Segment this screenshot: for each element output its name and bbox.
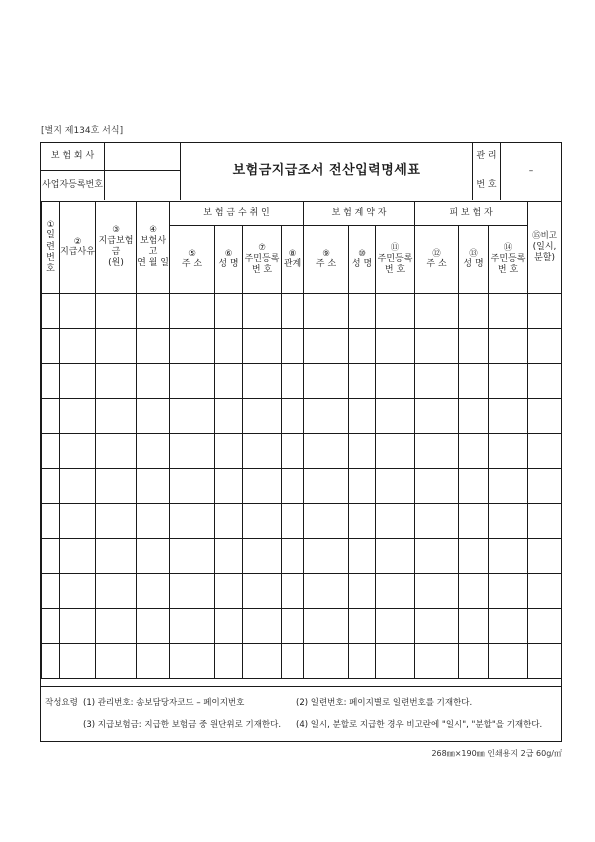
instructions-heading: 작성요령: [45, 698, 78, 708]
table-cell[interactable]: [243, 434, 282, 469]
table-cell[interactable]: [170, 294, 215, 329]
instructions: [41, 686, 561, 742]
note-1: (1) 관리번호: 송보담당자코드 – 페이지번호: [83, 698, 245, 708]
form-title: 보험금지급조서 전산입력명세표: [181, 143, 473, 200]
table-cell[interactable]: [415, 399, 459, 434]
table-cell[interactable]: [137, 399, 170, 434]
table-cell[interactable]: [459, 609, 489, 644]
table-cell[interactable]: [243, 539, 282, 574]
table-cell[interactable]: [282, 329, 304, 364]
table-cell[interactable]: [304, 294, 349, 329]
table-cell[interactable]: [528, 364, 562, 399]
table-cell[interactable]: [215, 644, 243, 679]
table-cell[interactable]: [42, 504, 60, 539]
table-cell[interactable]: [243, 329, 282, 364]
table-cell[interactable]: [459, 469, 489, 504]
table-cell[interactable]: [243, 644, 282, 679]
table-row: [42, 469, 562, 504]
table-cell[interactable]: [376, 504, 415, 539]
table-cell[interactable]: [489, 294, 528, 329]
insurer-label: 보 험 회 사: [41, 143, 105, 171]
table-cell[interactable]: [489, 644, 528, 679]
table-cell[interactable]: [170, 434, 215, 469]
table-cell[interactable]: [243, 364, 282, 399]
mgmt-label-top: 관 리: [476, 151, 497, 162]
table-cell[interactable]: [243, 294, 282, 329]
group-contractor: 보 험 계 약 자: [304, 202, 415, 226]
col-recipient-address: ⑤ 주 소: [170, 226, 215, 294]
col-recipient-id: ⑦ 주민등록 번 호: [243, 226, 282, 294]
biz-reg-field[interactable]: [105, 171, 181, 200]
table-cell[interactable]: [42, 329, 60, 364]
table-cell[interactable]: [96, 574, 137, 609]
table-cell[interactable]: [528, 469, 562, 504]
table-cell[interactable]: [282, 644, 304, 679]
table-cell[interactable]: [528, 574, 562, 609]
table-cell[interactable]: [96, 399, 137, 434]
insurer-field[interactable]: [105, 143, 181, 171]
table-cell[interactable]: [282, 434, 304, 469]
table-cell[interactable]: [459, 294, 489, 329]
table-cell[interactable]: [528, 539, 562, 574]
table-cell[interactable]: [415, 434, 459, 469]
table-cell[interactable]: [415, 609, 459, 644]
table-cell[interactable]: [137, 364, 170, 399]
note-4: (4) 일시, 분할로 지급한 경우 비고란에 "일시", "분할"을 기재한다.: [296, 720, 543, 730]
table-cell[interactable]: [304, 399, 349, 434]
table-cell[interactable]: [528, 329, 562, 364]
table-cell[interactable]: [415, 574, 459, 609]
table-cell[interactable]: [60, 294, 96, 329]
form-number-label: [별지 제134호 서식]: [41, 126, 124, 136]
table-row: [42, 539, 562, 574]
table-cell[interactable]: [376, 434, 415, 469]
table-cell[interactable]: [415, 504, 459, 539]
col-contractor-address: ⑨ 주 소: [304, 226, 349, 294]
table-cell[interactable]: [489, 574, 528, 609]
table-cell[interactable]: [96, 329, 137, 364]
group-insured: 피 보 험 자: [415, 202, 528, 226]
table-cell[interactable]: [282, 294, 304, 329]
table-cell[interactable]: [349, 504, 376, 539]
table-cell[interactable]: [137, 434, 170, 469]
table-cell[interactable]: [376, 469, 415, 504]
table-cell[interactable]: [215, 364, 243, 399]
mgmt-label-bottom: 번 호: [476, 179, 497, 190]
col-serial: ① 일련 번호: [42, 202, 60, 294]
table-cell[interactable]: [170, 539, 215, 574]
table-cell[interactable]: [489, 399, 528, 434]
paper-spec-footer: 268㎜×190㎜ 인쇄용지 2급 60g/㎡: [431, 749, 562, 758]
table-cell[interactable]: [170, 504, 215, 539]
table-row: [42, 609, 562, 644]
table-cell[interactable]: [60, 364, 96, 399]
table-cell[interactable]: [282, 539, 304, 574]
table-cell[interactable]: [415, 364, 459, 399]
table-cell[interactable]: [459, 504, 489, 539]
table-cell[interactable]: [60, 539, 96, 574]
table-cell[interactable]: [376, 364, 415, 399]
table-cell[interactable]: [528, 609, 562, 644]
table-cell[interactable]: [215, 469, 243, 504]
table-cell[interactable]: [415, 644, 459, 679]
table-cell[interactable]: [528, 434, 562, 469]
table-cell[interactable]: [415, 329, 459, 364]
table-cell[interactable]: [304, 329, 349, 364]
table-cell[interactable]: [42, 644, 60, 679]
table-cell[interactable]: [304, 364, 349, 399]
table-cell[interactable]: [96, 504, 137, 539]
table-cell[interactable]: [415, 539, 459, 574]
table-cell[interactable]: [215, 329, 243, 364]
table-cell[interactable]: [243, 574, 282, 609]
table-cell[interactable]: [215, 434, 243, 469]
table-row: [42, 504, 562, 539]
table-cell[interactable]: [376, 644, 415, 679]
table-cell[interactable]: [60, 504, 96, 539]
table-cell[interactable]: [304, 469, 349, 504]
table-cell[interactable]: [215, 574, 243, 609]
table-row: [42, 329, 562, 364]
table-cell[interactable]: [137, 574, 170, 609]
table-cell[interactable]: [60, 399, 96, 434]
table-cell[interactable]: [42, 399, 60, 434]
table-cell[interactable]: [459, 574, 489, 609]
table-cell[interactable]: [96, 609, 137, 644]
table-cell[interactable]: [137, 539, 170, 574]
table-cell[interactable]: [459, 399, 489, 434]
table-cell[interactable]: [415, 294, 459, 329]
table-row: [42, 574, 562, 609]
table-cell[interactable]: [170, 469, 215, 504]
data-table: [41, 201, 562, 679]
table-cell[interactable]: [528, 504, 562, 539]
table-row: [42, 399, 562, 434]
table-cell[interactable]: [376, 294, 415, 329]
table-cell[interactable]: [96, 434, 137, 469]
table-cell[interactable]: [170, 399, 215, 434]
table-cell[interactable]: [304, 539, 349, 574]
table-body: [42, 294, 562, 679]
table-cell[interactable]: [170, 329, 215, 364]
table-cell[interactable]: [60, 329, 96, 364]
table-cell[interactable]: [96, 644, 137, 679]
table-cell[interactable]: [489, 329, 528, 364]
table-cell[interactable]: [137, 469, 170, 504]
table-cell[interactable]: [376, 329, 415, 364]
table-cell[interactable]: [489, 539, 528, 574]
table-cell[interactable]: [282, 574, 304, 609]
col-insured-address: ⑫ 주 소: [415, 226, 459, 294]
table-cell[interactable]: [489, 609, 528, 644]
table-cell[interactable]: [60, 469, 96, 504]
table-cell[interactable]: [459, 644, 489, 679]
col-remark: ⑮비고 (일시, 분할): [528, 202, 562, 294]
form-header: [41, 143, 561, 202]
group-recipient: 보 험 금 수 취 인: [170, 202, 304, 226]
mgmt-number-label: [473, 143, 501, 200]
table-cell[interactable]: [489, 469, 528, 504]
table-cell[interactable]: [282, 399, 304, 434]
table-cell[interactable]: [349, 434, 376, 469]
table-cell[interactable]: [282, 364, 304, 399]
table-cell[interactable]: [349, 574, 376, 609]
table-cell[interactable]: [349, 399, 376, 434]
table-cell[interactable]: [215, 609, 243, 644]
table-cell[interactable]: [459, 434, 489, 469]
table-cell[interactable]: [60, 434, 96, 469]
table-row: [42, 294, 562, 329]
table-cell[interactable]: [215, 399, 243, 434]
note-2: (2) 일련번호: 페이지별로 일련번호를 기재한다.: [296, 698, 473, 708]
table-cell[interactable]: [376, 574, 415, 609]
table-cell[interactable]: [96, 539, 137, 574]
table-cell[interactable]: [42, 434, 60, 469]
col-recipient-relation: ⑧ 관계: [282, 226, 304, 294]
mgmt-number-value[interactable]: –: [528, 165, 534, 176]
table-cell[interactable]: [349, 329, 376, 364]
col-contractor-id: ⑪ 주민등록 번 호: [376, 226, 415, 294]
col-recipient-name: ⑥ 성 명: [215, 226, 243, 294]
table-cell[interactable]: [96, 364, 137, 399]
table-cell[interactable]: [42, 539, 60, 574]
col-reason: ② 지급사유: [60, 202, 96, 294]
table-cell[interactable]: [60, 574, 96, 609]
col-accident-date: ④ 보험사고 연 월 일: [137, 202, 170, 294]
table-cell[interactable]: [215, 539, 243, 574]
table-cell[interactable]: [528, 294, 562, 329]
table-cell[interactable]: [489, 504, 528, 539]
table-cell[interactable]: [282, 609, 304, 644]
table-cell[interactable]: [376, 539, 415, 574]
table-cell[interactable]: [42, 469, 60, 504]
biz-reg-label: 사업자등록번호: [41, 171, 105, 200]
table-cell[interactable]: [96, 294, 137, 329]
col-insured-id: ⑭ 주민등록 번 호: [489, 226, 528, 294]
table-cell[interactable]: [349, 469, 376, 504]
table-cell[interactable]: [96, 469, 137, 504]
table-cell[interactable]: [489, 364, 528, 399]
table-cell[interactable]: [137, 504, 170, 539]
table-cell[interactable]: [304, 504, 349, 539]
table-row: [42, 364, 562, 399]
table-cell[interactable]: [349, 364, 376, 399]
table-cell[interactable]: [282, 469, 304, 504]
form-frame: [40, 142, 562, 742]
table-cell[interactable]: [459, 539, 489, 574]
table-cell[interactable]: [304, 434, 349, 469]
table-cell[interactable]: [42, 574, 60, 609]
table-cell[interactable]: [304, 574, 349, 609]
table-row: [42, 434, 562, 469]
table-cell[interactable]: [42, 609, 60, 644]
table-cell[interactable]: [459, 364, 489, 399]
table-cell[interactable]: [60, 644, 96, 679]
table-cell[interactable]: [137, 329, 170, 364]
table-cell[interactable]: [349, 644, 376, 679]
table-row: [42, 644, 562, 679]
table-cell[interactable]: [170, 644, 215, 679]
table-cell[interactable]: [170, 609, 215, 644]
table-cell[interactable]: [304, 644, 349, 679]
table-cell[interactable]: [60, 609, 96, 644]
table-cell[interactable]: [243, 609, 282, 644]
table-cell[interactable]: [137, 294, 170, 329]
table-cell[interactable]: [170, 364, 215, 399]
table-cell[interactable]: [42, 294, 60, 329]
table-cell[interactable]: [215, 294, 243, 329]
table-cell[interactable]: [489, 434, 528, 469]
note-3: (3) 지급보험금: 지급한 보험금 중 원단위로 기재한다.: [83, 720, 282, 730]
table-cell[interactable]: [243, 504, 282, 539]
table-cell[interactable]: [42, 364, 60, 399]
col-contractor-name: ⑩ 성 명: [349, 226, 376, 294]
table-cell[interactable]: [215, 504, 243, 539]
table-cell[interactable]: [528, 644, 562, 679]
table-cell[interactable]: [282, 504, 304, 539]
table-cell[interactable]: [528, 399, 562, 434]
table-cell[interactable]: [415, 469, 459, 504]
table-cell[interactable]: [243, 399, 282, 434]
table-cell[interactable]: [376, 399, 415, 434]
table-cell[interactable]: [459, 329, 489, 364]
table-cell[interactable]: [137, 644, 170, 679]
table-cell[interactable]: [349, 294, 376, 329]
table-cell[interactable]: [349, 539, 376, 574]
table-cell[interactable]: [376, 609, 415, 644]
table-cell[interactable]: [170, 574, 215, 609]
col-amount: ③ 지급보험금 (원): [96, 202, 137, 294]
table-cell[interactable]: [304, 609, 349, 644]
table-cell[interactable]: [243, 469, 282, 504]
table-cell[interactable]: [137, 609, 170, 644]
col-insured-name: ⑬ 성 명: [459, 226, 489, 294]
table-cell[interactable]: [349, 609, 376, 644]
